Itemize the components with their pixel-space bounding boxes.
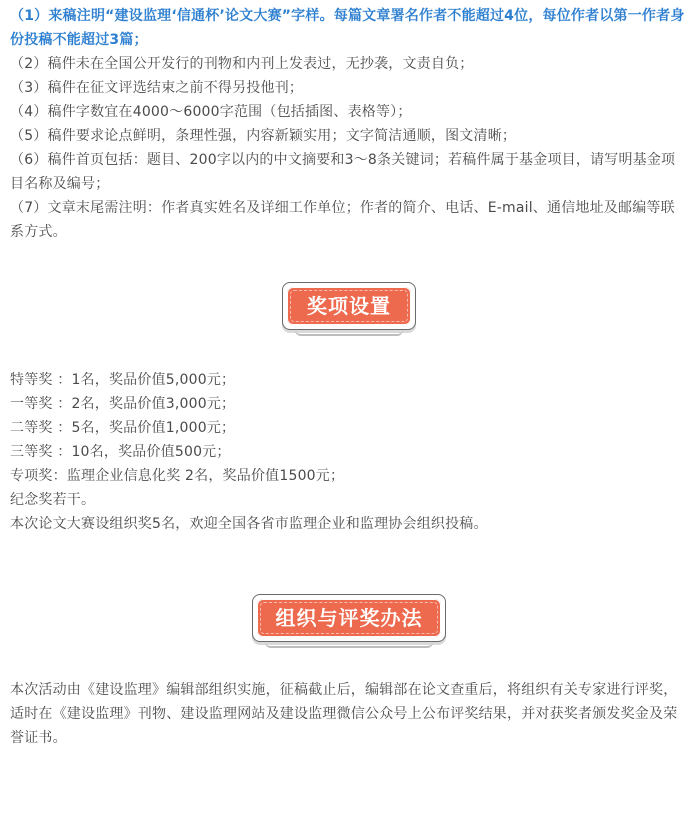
organization-section (0, 678, 698, 750)
awards-list (0, 368, 698, 536)
rule-item-4: （4）稿件字数宜在4000～6000字范围（包括插图、表格等）； (10, 104, 412, 120)
award-special: 特等奖 ：1名，奖品价值5,000元； (10, 372, 236, 388)
rule-item-1: （1）来稿注明“建设监理‘信通杯’论文大赛”字样。每篇文章署名作者不能超过4位，每位作者以第一作者身份投稿不能超过3篇； (10, 8, 685, 48)
submission-rules (0, 0, 698, 244)
award-organizer: 本次论文大赛设组织奖5名，欢迎全国各省市监理企业和监理协会组织投稿。 (10, 516, 488, 532)
organization-heading: 组织与评奖办法 (257, 599, 441, 637)
award-topic: 专项奖：监理企业信息化奖 2名，奖品价值1500元； (10, 468, 345, 484)
awards-heading: 奖项设置 (287, 287, 411, 325)
award-first: 一等奖 ：2名，奖品价值3,000元； (10, 396, 236, 412)
organization-heading-badge (0, 594, 698, 642)
rule-item-5: （5）稿件要求论点鲜明，条理性强，内容新颖实用；文字简洁通顺，图文清晰； (10, 128, 517, 144)
award-souvenir: 纪念奖若干。 (10, 492, 96, 508)
rule-item-3: （3）稿件在征文评选结束之前不得另投他刊； (10, 80, 304, 96)
rule-item-2: （2）稿件未在全国公开发行的刊物和内刊上发表过，无抄袭，文责自负； (10, 56, 474, 72)
award-second: 二等奖 ：5名，奖品价值1,000元； (10, 420, 236, 436)
organization-text: 本次活动由《建设监理》编辑部组织实施，征稿截止后，编辑部在论文查重后，将组织有关专家进行评奖，适时在《建设监理》刊物、建设监理网站及建设监理微信公众号上公布评奖结果，并对获奖者颁发奖金及荣誉证书。 (10, 682, 678, 746)
awards-heading-badge (0, 282, 698, 330)
rule-item-6: （6）稿件首页包括：题目、200字以内的中文摘要和3～8条关键词；若稿件属于基金项目，请写明基金项目名称及编号； (10, 152, 676, 192)
rule-item-7: （7）文章末尾需注明：作者真实姓名及详细工作单位；作者的简介、电话、E-mail、通信地址及邮编等联系方式。 (10, 200, 675, 240)
award-third: 三等奖 ：10名，奖品价值500元； (10, 444, 231, 460)
